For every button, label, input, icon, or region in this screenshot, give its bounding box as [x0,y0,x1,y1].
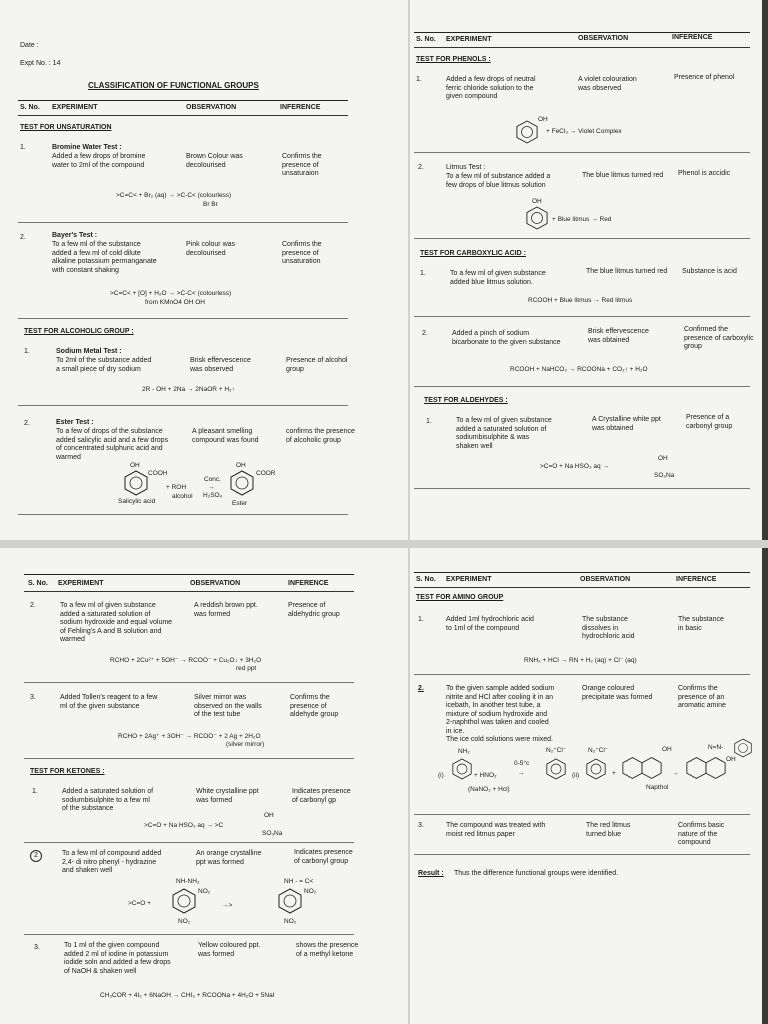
reaction-equation: >C=O + Na HSO₃ aq → >C [144,822,224,829]
carboxyl-label: COOH [148,470,168,477]
reaction-equation: >C=C< + [O] + H₂O → >C-C< (colourless) [110,290,232,297]
observation-text: Brown Colour was decolourised [186,153,243,169]
inference-text: Phenol is accidic [678,170,731,177]
experiment-text: Added a pinch of sodium bicarbonate to the given substance [452,330,561,346]
observation-text: An orange crystalline ppt was formed [196,850,262,866]
reaction-equation: + Blue litmus → Red [552,216,612,223]
date-label: Date : [20,42,39,49]
page-title: CLASSIFICATION OF FUNCTIONAL GROUPS [88,81,259,90]
step-label: (ii) [572,772,580,779]
col-header-sno: S. No. [20,104,40,111]
observation-text: A reddish brown ppt. was formed [194,602,258,618]
row-number: 1. [418,616,424,623]
phenol-ring-icon [526,206,548,230]
row-divider [24,842,354,843]
hydroxyl-label: OH [538,116,548,123]
experiment-text: Added 1ml hydrochloric acid to 1ml of the compound [446,616,534,632]
col-header-inference: INFERENCE [280,104,321,111]
observation-text: A pleasant smelling compound was found [192,428,259,444]
col-header-inference: INFERENCE [672,34,713,41]
row-number: 1. [32,788,38,795]
experiment-text: To 1 ml of the given compound added 2 ml of iodine in potassium iodide soln and added a few drops of NaOH & shaken well [64,942,171,975]
hydroxyl-label: OH [532,198,542,205]
hydroxyl-label: OH [726,756,736,763]
benzene-ring-icon [172,888,196,914]
arrow-label: → [208,484,215,491]
row-number: 2. [418,164,424,171]
catalyst-label: Conc. [204,476,221,483]
experiment-text: To a few ml of given substance added a saturated solution of sodium hydroxide and equal volume of Fehling's A and B solution and warmed [60,602,173,643]
sheet-top-left [0,0,408,540]
col-header-experiment: EXPERIMENT [58,580,104,587]
row-divider [414,238,750,239]
experiment-text: To 2ml of the substance added a small piece of dry sodium [56,357,152,373]
col-header-observation: OBSERVATION [190,580,241,587]
row-divider [24,934,354,935]
header-rule-top [414,572,750,573]
result-label: Result : [418,870,444,877]
col-header-inference: INFERENCE [288,580,329,587]
hydroxyl-label: OH [658,455,668,462]
row-number: 1. [20,144,26,151]
compound-caption: Ester [232,500,248,507]
reaction-equation: RNH₂ + HCl → RN + H₂ (aq) + Cl⁻ (aq) [524,657,637,664]
section-ketones: TEST FOR KETONES : [30,768,105,775]
experiment-text: To the given sample added sodium nitrite and HCl after cooling it in an icebath, In another test tube, a mixture of sodium hydroxide and 2-naphthol was taken and cooled in ice. The ice cold solutions were mixed. [446,685,555,743]
row-number: 3. [30,694,36,701]
experiment-text: Added Tollen's reagent to a few ml of the given substance [60,694,158,710]
naphthol-caption: Napthol [646,784,669,791]
header-rule-top [414,32,750,33]
benzene-ring-icon [278,888,302,914]
experiment-text: Added a saturated solution of sodiumbisulphite to a few ml of the substance [62,788,154,812]
header-rule-top [18,100,348,101]
reaction-equation: >C=C< + Br₂ (aq) → >C-C< (colourless) [116,192,232,199]
col-header-experiment: EXPERIMENT [446,36,492,43]
inference-text: Indicates presence of carbonyl group [294,849,353,865]
row-divider [414,316,750,317]
experiment-text: Added a few drops of bromine water to 2ml of the compound [52,153,146,169]
row-divider [18,514,348,515]
row-number: 2. [418,685,424,692]
observation-text: Brisk effervescence was observed [190,357,251,373]
section-unsaturation: TEST FOR UNSATURATION [20,124,112,131]
experiment-text: To a few ml of the substance added a few ml of cold dilute alkaline potassium permanganate with constant shaking [52,241,157,274]
observation-text: The red litmus turned blue [586,822,631,838]
row-divider [18,405,348,406]
inference-text: The substance in basic [678,616,724,632]
benzene-ring-icon [734,738,752,758]
experiment-text: To a few ml of compound added 2,4- di nitro phenyl - hydrazine and shaken well [62,850,162,874]
row-number: 1. [426,418,432,425]
header-rule-bottom [414,587,750,588]
experiment-text: Added a few drops of neutral ferric chloride solution to the given compound [446,76,536,100]
nitro-label: NO₂ [178,918,191,925]
row-divider [414,386,750,387]
nitro-label: NO₂ [198,888,211,895]
row-divider [414,488,750,489]
reagent-label: + HNO₂ [474,772,497,779]
amine-label: NH₂ [458,748,470,755]
inference-text: Confirms basic nature of the compound [678,822,725,846]
section-alcoholic: TEST FOR ALCOHOLIC GROUP : [24,328,134,335]
inference-text: Confirms the presence of unsaturation [282,241,322,265]
hydrazine-label: NH-NH₂ [176,878,200,885]
section-aldehydes: TEST FOR ALDEHYDES : [424,397,508,404]
observation-text: Orange coloured precipitate was formed [582,685,653,701]
page-edge-shadow [762,0,768,540]
diazonium-ring-icon [586,758,606,780]
experiment-text: The compound was treated with moist red litmus paper [446,822,546,838]
compound-caption: Salicylic acid [118,498,156,505]
reagent-caption: (NaNO₂ + Hcl) [468,786,510,793]
azo-naphthol-ring-icon [686,756,726,780]
reaction-equation: >C=O + Na HSO₃ aq → [540,463,609,470]
row-divider [24,758,354,759]
header-rule-bottom [18,115,348,116]
reagent-label: + ROH [166,484,187,491]
observation-text: White crystalline ppt was formed [196,788,259,804]
nitro-label: NO₂ [284,918,297,925]
row-divider [24,682,354,683]
section-phenols: TEST FOR PHENOLS : [416,56,491,63]
observation-text: A Crystalline white ppt was obtained [592,416,661,432]
row-divider [414,854,750,855]
row-number: 3. [418,822,424,829]
col-header-experiment: EXPERIMENT [446,576,492,583]
reaction-equation: CH₃COR + 4I₂ + 6NaOH → CHI₃ + RCOONa + 4H₂O + 5NaI [100,992,275,999]
test-title: Bayer's Test : [52,232,98,239]
product-label: NH - = C< [284,878,314,885]
inference-text: Presence of aldehydric group [288,602,340,618]
experiment-text: To a few ml of substance added a few drops of blue litmus solution [446,173,551,189]
experiment-text: To a few ml of given substance added blue litmus solution. [450,270,546,286]
test-title: Litmus Test : [446,164,486,171]
col-header-observation: OBSERVATION [578,35,629,42]
diazonium-ring-icon [546,758,566,780]
reaction-caption: (silver mirror) [226,741,265,748]
observation-text: The blue litmus turned red [586,268,668,275]
col-header-observation: OBSERVATION [580,576,631,583]
row-divider [414,674,750,675]
reaction-equation: RCOOH + NaHCO₃ → RCOONa + CO₂↑ + H₂O [510,366,648,373]
sheet-bottom-left [0,548,408,1024]
row-number: 1. [420,270,426,277]
hydroxyl-label: OH [236,462,246,469]
hydroxyl-label: OH [264,812,274,819]
azo-label: N=N- [708,744,724,751]
row-number: 2 [30,850,42,862]
step-label: (i) [438,772,444,779]
inference-text: Presence of a carbonyl group [686,414,733,430]
inference-text: Substance is acid [682,268,737,275]
inference-text: Confirms the presence of unsaturaion [282,153,322,177]
observation-text: The substance dissolves in hydrochloric acid [582,616,635,640]
observation-text: Brisk effervescence was obtained [588,328,649,344]
reaction-equation: RCHO + 2Cu²⁺ + 5OH⁻ → RCOO⁻ + Cu₂O↓ + 3H₂O [110,657,262,664]
catalyst-formula: H₂SO₄ [203,492,223,499]
section-carboxylic: TEST FOR CARBOXYLIC ACID : [420,250,526,257]
reaction-equation: 2R - OH + 2Na → 2NaOR + H₂↑ [142,386,235,393]
col-header-sno: S. No. [416,576,436,583]
experiment-number: Expt No. : 14 [20,60,61,67]
col-header-sno: S. No. [416,36,436,43]
arrow-label: →> [222,902,233,909]
hydroxyl-label: OH [662,746,672,753]
row-divider [414,814,750,815]
header-rule-bottom [24,591,354,592]
hydroxyl-label: OH [130,462,140,469]
naphthol-ring-icon [622,756,662,780]
col-header-observation: OBSERVATION [186,104,237,111]
temperature-label: 0-5°c [514,760,530,767]
row-divider [18,318,348,319]
page-edge-shadow [762,548,768,1024]
experiment-text: To a few ml of given substance added a saturated solution of sodiumbisulphite & was shaken well [456,417,552,450]
row-divider [18,222,348,223]
col-header-sno: S. No. [28,580,48,587]
arrow-label: → [518,770,525,777]
inference-text: Confirms the presence of an aromatic amine [678,685,726,709]
inference-text: Indicates presence of carbonyl gp [292,788,351,804]
inference-text: Confirms the presence of aldehyde group [290,694,339,718]
inference-text: Presence of phenol [674,74,735,81]
benzene-ring-icon [124,470,148,496]
col-header-experiment: EXPERIMENT [52,104,98,111]
reaction-equation: + FeCl₃ → Violet Complex [546,128,622,135]
phenol-ring-icon [516,120,538,144]
observation-text: Pink colour was decolourised [186,241,236,257]
observation-text: Silver mirror was observed on the walls of the test tube [194,694,262,718]
inference-text: Confirmed the presence of carboxylic group [684,326,754,350]
sheet-bottom-right [410,548,762,1024]
arrow-label: → [672,770,679,777]
observation-text: A violet colouration was observed [578,76,637,92]
reaction-equation: >C=O + [128,900,151,907]
inference-text: Presence of alcohol group [286,357,348,373]
row-number: 2. [20,234,26,241]
reaction-equation: RCOOH + Blue litmus → Red litmus [528,297,633,304]
nitro-label: NO₂ [304,888,317,895]
observation-text: The blue litmus turned red [582,172,664,179]
inference-text: confirms the presence of alcoholic group [286,428,355,444]
ester-group-label: COOR [256,470,276,477]
diazonium-label: N₂⁺Cl⁻ [588,747,609,754]
col-header-inference: INFERENCE [676,576,717,583]
row-number: 1. [416,76,422,83]
observation-text: Yellow coloured ppt. was formed [198,942,261,958]
row-number: 2. [422,330,428,337]
sheet-top-right [410,0,762,540]
test-title: Sodium Metal Test : [56,348,122,355]
reaction-subscript: from KMnO4 OH OH [145,299,205,306]
result-text: Thus the difference functional groups were identified. [454,870,619,877]
aniline-ring-icon [452,758,472,780]
row-number: 2. [24,420,30,427]
benzene-ring-icon [230,470,254,496]
row-number: 3. [34,944,40,951]
sulphonate-label: SO₃Na [262,830,283,837]
test-title: Ester Test : [56,419,94,426]
header-rule-top [24,574,354,575]
reaction-equation: RCHO + 2Ag⁺ + 3OH⁻ → RCOO⁻ + 2 Ag + 2H₂O [118,733,261,740]
row-number: 2. [30,602,36,609]
reaction-caption: red ppt [236,665,257,672]
row-divider [414,152,750,153]
plus-sign: + [612,770,616,777]
header-rule-bottom [414,47,750,48]
inference-text: shows the presence of a methyl ketone [296,942,359,958]
row-number: 1. [24,348,30,355]
diazonium-label: N₂⁺Cl⁻ [546,747,567,754]
section-amino: TEST FOR AMINO GROUP [416,594,504,601]
sulphonate-label: SO₃Na [654,472,675,479]
test-title: Bromine Water Test : [52,144,122,151]
experiment-text: To a few of drops of the substance added salicylic acid and a few drops of concentrated sulphuric acid and warmed [56,428,169,461]
reaction-subscript: Br Br [203,201,218,208]
reagent-caption: alcohol [172,493,193,500]
